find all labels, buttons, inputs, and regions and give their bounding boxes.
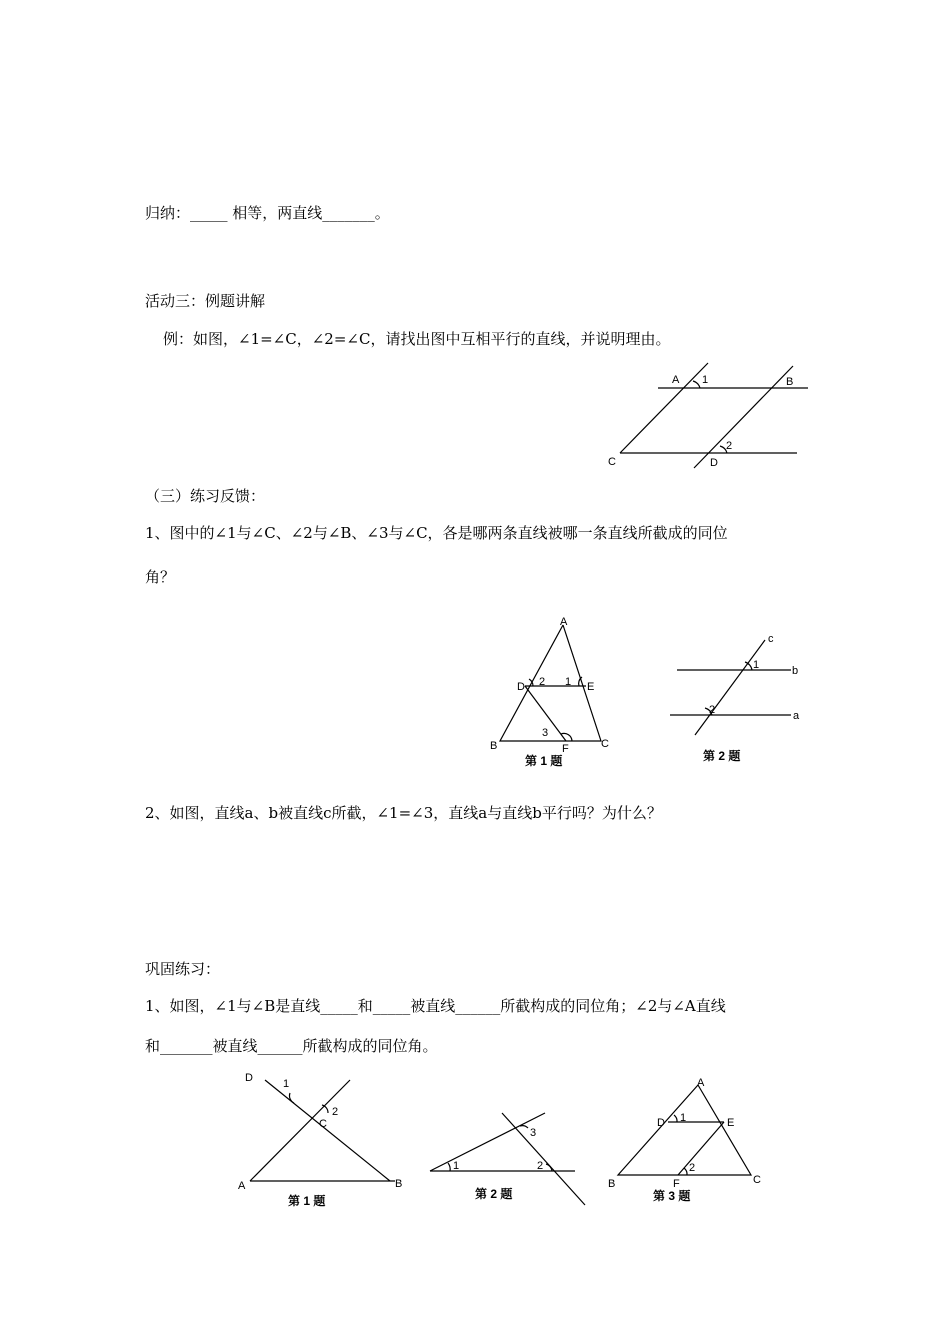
practice-title: （三）练习反馈：	[145, 487, 266, 505]
practice-q1-line1: 1、图中的∠1与∠C、∠2与∠B、∠3与∠C，各是哪两条直线被哪一条直线所截成的同位	[145, 524, 728, 542]
label-B: B	[786, 376, 794, 388]
angle-1-arc	[448, 1163, 450, 1171]
label-1: 1	[702, 374, 709, 386]
label-1: 1	[453, 1160, 460, 1172]
practice-figure-1	[485, 615, 615, 775]
label-B: B	[395, 1178, 403, 1190]
caption: 第 1 题	[525, 754, 563, 768]
practice-q1-line2: 角？	[145, 568, 176, 586]
activity3-title: 活动三：例题讲解	[145, 292, 266, 310]
label-B: B	[490, 740, 498, 752]
label-1: 1	[565, 676, 572, 688]
transversal	[502, 1113, 585, 1205]
angle-3-arc	[520, 1126, 528, 1128]
line-ca	[620, 363, 708, 453]
label-E: E	[587, 681, 595, 693]
caption: 第 2 题	[475, 1187, 513, 1201]
label-A: A	[238, 1180, 246, 1192]
label-D: D	[710, 457, 718, 469]
label-1: 1	[283, 1078, 290, 1090]
label-1: 1	[753, 659, 760, 671]
label-1: 1	[680, 1112, 687, 1124]
label-2: 2	[689, 1162, 696, 1174]
label-F: F	[562, 743, 569, 755]
label-2: 2	[709, 704, 716, 716]
caption: 第 1 题	[288, 1194, 326, 1208]
label-c: c	[768, 633, 774, 645]
label-2: 2	[726, 440, 733, 452]
practice-figure-2	[665, 630, 815, 770]
line-ac-extended	[250, 1080, 350, 1181]
label-2: 2	[539, 676, 546, 688]
label-D: D	[245, 1072, 253, 1084]
example-figure	[600, 358, 820, 470]
consolidate-figure-1	[230, 1065, 410, 1215]
label-D: D	[517, 681, 525, 693]
label-a: a	[793, 710, 800, 722]
angle-1-arc	[693, 381, 700, 388]
label-F: F	[673, 1178, 680, 1190]
angle-2-arc	[322, 1105, 328, 1113]
label-C: C	[608, 456, 616, 468]
label-3: 3	[530, 1127, 537, 1139]
label-3: 3	[542, 727, 549, 739]
label-C: C	[319, 1118, 327, 1130]
label-2: 2	[537, 1160, 544, 1172]
example-text: 例：如图，∠1=∠C，∠2=∠C，请找出图中互相平行的直线，并说明理由。	[163, 330, 671, 348]
label-E: E	[727, 1117, 735, 1129]
consolidate-figure-3	[603, 1075, 778, 1215]
triangle-abc	[500, 625, 601, 741]
label-A: A	[697, 1077, 705, 1089]
label-D: D	[657, 1117, 665, 1129]
label-A: A	[672, 374, 680, 386]
label-C: C	[601, 738, 609, 750]
label-b: b	[792, 665, 799, 677]
practice-q2: 2、如图，直线a、b被直线c所截，∠1=∠3，直线a与直线b平行吗？为什么？	[145, 804, 662, 822]
line-db	[265, 1080, 390, 1181]
consolidate-q1-line2: 和_______被直线______所截构成的同位角。	[145, 1037, 438, 1055]
consolidate-figure-2	[420, 1108, 595, 1208]
line-c	[695, 640, 765, 735]
triangle-abc	[618, 1085, 751, 1175]
label-C: C	[753, 1174, 761, 1186]
label-B: B	[608, 1178, 616, 1190]
angle-2-arc	[684, 1168, 687, 1175]
angle-2-arc	[546, 1164, 552, 1171]
consolidate-title: 巩固练习：	[145, 960, 221, 978]
consolidate-q1-line1: 1、如图，∠1与∠B是直线_____和_____被直线______所截构成的同位角；∠2与∠A直线	[145, 997, 726, 1015]
caption: 第 2 题	[703, 749, 741, 763]
caption: 第 3 题	[653, 1189, 691, 1203]
label-2: 2	[332, 1106, 339, 1118]
label-A: A	[560, 616, 568, 628]
angle-1-arc	[289, 1093, 294, 1103]
angle-1-arc	[674, 1115, 677, 1122]
segment-fe	[678, 1122, 724, 1175]
summary-line: 归纳：_____ 相等，两直线_______。	[145, 204, 390, 222]
